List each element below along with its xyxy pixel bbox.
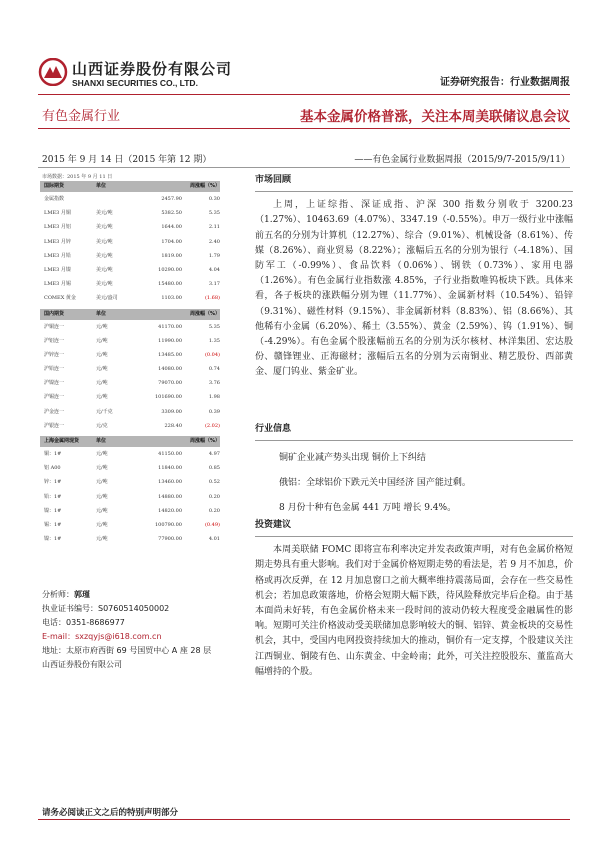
table-cell: 沪镍连一	[44, 380, 65, 387]
table-header-cell	[142, 436, 182, 447]
table-cell: 元/吨	[96, 479, 108, 486]
section-divider	[255, 440, 573, 441]
table-cell: 2457.90	[161, 196, 182, 202]
table-header-cell	[142, 181, 182, 192]
industry-info-title: 行业信息	[255, 424, 292, 434]
table-cell: 0.52	[208, 479, 220, 486]
table-cell: 元/吨	[96, 337, 108, 344]
table-cell: 美元/吨	[96, 224, 113, 231]
table-header-cell	[142, 309, 182, 320]
table-cell: 美元/吨	[96, 266, 113, 273]
table-cell: 14880.00	[158, 493, 182, 500]
table-cell: COMEX 黄金	[44, 295, 76, 302]
table-cell: 元/千克	[96, 408, 113, 415]
analyst-cert: 执业证书编号：S0760514050002	[42, 604, 170, 613]
table-cell: 1.35	[208, 337, 220, 344]
investment-paragraph: 本周美联储 FOMC 即将宣布利率决定并发表政策声明，对有色金属价格短期走势具有重大影响。我们对于金属价格短期走势的看法是，若 9 月不加息，价格或再次反弹，在 12 月加息窗口之前大概率维持震荡局面，会存在一些交易性机会；若加息政策落地，价格会短期大幅下跌，待风险释放完毕后企稳。由于基本面尚未好转，有色金属价格未来一段时间的波动仍较大程度受金融属性的影响。短期可关注价格波动受美联储加息影响较大的铜、铝锌、黄金板块的交易性机会，其中，受国内电网投资持续加大的推动，铜价有一定支撑，个股建议关注江西铜业、铜陵有色、山东黄金、中金岭南；此外，可关注控股股东、董监高大幅增持的个股。	[255, 545, 573, 677]
table-cell: 77900.00	[158, 536, 182, 543]
table-cell: 13460.00	[158, 479, 182, 486]
table-cell: 5382.50	[161, 210, 182, 217]
table-cell: 美元/吨	[96, 210, 113, 217]
table-cell: 镍：1#	[44, 507, 62, 514]
table-header-cell: 国际期货	[44, 183, 65, 189]
table-row	[40, 362, 220, 376]
table-row	[40, 277, 220, 291]
table-cell: 0.39	[208, 408, 220, 415]
table-row	[40, 235, 220, 249]
table-cell: 0.74	[208, 366, 220, 373]
table-cell: 美元/盎司	[96, 295, 118, 302]
table-header-cell: 上海金属网现货	[44, 438, 80, 444]
table-cell: 元/吨	[96, 351, 108, 358]
section-divider	[255, 536, 573, 537]
table-cell: 元/吨	[96, 323, 108, 330]
table-cell: 元/吨	[96, 521, 108, 528]
table-cell: 1704.00	[161, 238, 182, 245]
table-cell: 铅：1#	[44, 493, 62, 500]
table-section	[40, 309, 220, 434]
table-cell: 元/吨	[96, 380, 108, 387]
table-cell: 14080.00	[158, 366, 182, 373]
table-header-cell: 国内期货	[44, 310, 65, 317]
analyst-info	[42, 588, 242, 672]
table-header-cell: 周涨幅（%）	[189, 438, 220, 444]
analyst-company: 山西证券股份有限公司	[42, 660, 122, 669]
table-cell: 41170.00	[158, 323, 182, 330]
table-cell: 1103.00	[161, 295, 182, 302]
table-cell: 11840.00	[158, 465, 182, 472]
table-cell: 美元/吨	[96, 238, 113, 245]
table-cell: 1.98	[208, 394, 220, 401]
table-cell: 镍：1#	[44, 536, 62, 543]
table-cell: 4.01	[208, 536, 220, 543]
table-cell: 100790.00	[154, 521, 182, 528]
table-row	[40, 249, 220, 263]
industry-info-item: 8 月份十种有色金属 441 万吨 增长 9.4%。	[279, 503, 457, 514]
table-row	[40, 419, 220, 433]
table-cell: 美元/吨	[96, 281, 113, 288]
table-row	[40, 447, 220, 461]
industry-label: 有色金属行业	[42, 109, 121, 124]
table-cell: 0.85	[208, 465, 220, 472]
industry-info-item: 铜矿企业减产势头出现 铜价上下纠结	[279, 453, 426, 464]
table-cell: (0.04)	[204, 351, 220, 358]
table-cell: 铝 A00	[44, 465, 61, 472]
table-row	[40, 405, 220, 419]
table-cell: 元/吨	[96, 507, 108, 514]
table-section	[40, 181, 220, 306]
table-cell: LME3 月锌	[44, 238, 71, 245]
table-row	[40, 348, 220, 362]
table-cell: 沪锌连一	[44, 351, 65, 358]
table-cell: 沪金连一	[44, 408, 65, 415]
table-cell: 锌：1#	[44, 479, 62, 486]
report-date: 2015 年 9 月 14 日（2015 年第 12 期）	[42, 155, 212, 165]
table-cell: LME3 月铜	[44, 210, 71, 217]
table-cell: 沪锡连一	[44, 394, 65, 401]
table-row	[40, 192, 220, 206]
table-row	[40, 475, 220, 489]
table-cell: 沪铜连一	[44, 323, 65, 330]
table-cell: (0.49)	[204, 521, 220, 528]
analyst-name: 郭瑾	[74, 590, 90, 599]
market-data-date: 市场数据：2015 年 9 月 11 日	[42, 174, 113, 180]
analyst-address: 地址：太原市府西街 69 号国贸中心 A 座 28 层	[42, 646, 212, 655]
table-cell: 228.40	[164, 422, 182, 429]
table-header-cell: 单位	[96, 310, 107, 317]
table-row	[40, 390, 220, 404]
table-row	[40, 263, 220, 277]
table-cell: (2.02)	[204, 422, 220, 429]
industry-info-item: 俄铝：全球铝价下跌元关中国经济 国产能过剩。	[279, 478, 471, 489]
table-cell: 金属指数	[44, 196, 65, 202]
table-header-row	[40, 309, 220, 320]
table-row	[40, 376, 220, 390]
table-cell: 元/吨	[96, 493, 108, 500]
table-cell: 5.35	[208, 323, 220, 330]
table-cell: 3.17	[208, 281, 220, 288]
table-section	[40, 436, 220, 546]
report-type: 证券研究报告：行业数据周报	[440, 77, 570, 88]
industry-info-section	[255, 422, 573, 516]
table-cell: 元/吨	[96, 451, 108, 457]
table-row	[40, 490, 220, 504]
analyst-label: 分析师：	[42, 590, 74, 599]
table-cell: 2.11	[208, 224, 220, 231]
report-headline: 基本金属价格普涨，关注本周美联储议息会议	[300, 109, 570, 125]
market-data-table	[40, 181, 220, 546]
table-cell: 79070.00	[158, 380, 182, 387]
section-divider	[255, 191, 573, 192]
table-cell: 101690.00	[154, 394, 182, 401]
table-cell: 铜：1#	[44, 451, 62, 457]
table-cell: LME3 月镍	[44, 266, 71, 273]
table-header-cell: 周涨幅（%）	[189, 183, 220, 189]
table-cell: 元/吨	[96, 366, 108, 373]
market-review-title: 市场回顾	[255, 175, 292, 185]
table-row	[40, 461, 220, 475]
table-cell: LME3 月锡	[44, 281, 71, 288]
table-row	[40, 291, 220, 305]
table-cell: 1819.00	[161, 252, 182, 259]
table-row	[40, 518, 220, 532]
table-cell: LME3 月铅	[44, 252, 71, 259]
table-row	[40, 334, 220, 348]
table-cell: 0.30	[208, 196, 220, 202]
table-cell: 元/吨	[96, 536, 108, 543]
table-cell: 0.20	[208, 493, 220, 500]
table-cell: 10290.00	[158, 266, 182, 273]
table-row	[40, 532, 220, 546]
brand-name-en: SHANXI SECURITIES CO., LTD.	[72, 78, 198, 88]
table-cell: 4.97	[208, 451, 220, 457]
table-row	[40, 206, 220, 220]
table-row	[40, 220, 220, 234]
investment-title: 投资建议	[255, 520, 292, 530]
report-subtitle: ——有色金属行业数据周报（2015/9/7-2015/9/11）	[354, 155, 570, 165]
table-cell: 美元/吨	[96, 252, 113, 259]
table-cell: (1.68)	[204, 295, 220, 302]
brand-name-cn: 山西证券股份有限公司	[72, 60, 233, 78]
table-cell: 5.35	[208, 210, 220, 217]
table-header-row	[40, 436, 220, 447]
table-header-cell: 单位	[96, 183, 107, 189]
table-cell	[96, 192, 142, 206]
table-row	[40, 320, 220, 334]
table-cell: 沪铝连一	[44, 337, 65, 344]
table-cell: 锡：1#	[44, 521, 62, 528]
table-cell: 41150.00	[158, 451, 182, 457]
table-cell: 15480.00	[158, 281, 182, 288]
table-header-cell: 周涨幅（%）	[189, 310, 220, 317]
footer-disclaimer: 请务必阅读正文之后的特别声明部分	[42, 808, 179, 818]
table-cell: 元/吨	[96, 394, 108, 401]
table-cell: 13485.00	[158, 351, 182, 358]
analyst-email-link[interactable]: E-mail：sxzqyjs@i618.com.cn	[42, 632, 162, 641]
subtitle-divider	[38, 167, 570, 168]
table-cell: 1644.00	[161, 224, 182, 231]
table-cell: 2.40	[208, 238, 220, 245]
table-cell: 元/克	[96, 422, 108, 429]
footer-divider	[38, 819, 570, 820]
table-cell: 沪铅连一	[44, 366, 65, 373]
table-cell: 4.04	[208, 266, 220, 273]
table-cell: 元/吨	[96, 465, 108, 472]
table-row	[40, 504, 220, 518]
market-review-section	[255, 173, 573, 381]
table-header-row	[40, 181, 220, 192]
analyst-phone: 电话：0351-8686977	[42, 618, 125, 627]
header-divider	[38, 94, 570, 95]
table-cell: 3309.00	[161, 408, 182, 415]
table-header-cell: 单位	[96, 438, 107, 444]
table-cell: 11990.00	[158, 337, 182, 344]
headline-divider	[38, 128, 570, 129]
table-cell: 14820.00	[158, 507, 182, 514]
table-cell: 3.76	[208, 380, 220, 387]
table-cell: 0.20	[208, 507, 220, 514]
company-logo-icon	[38, 58, 68, 86]
table-cell: LME3 月铝	[44, 224, 71, 231]
market-review-paragraph: 上周，上证综指、深证成指、沪深 300 指数分别收于 3200.23（1.27%）、10463.69（4.07%）、3347.19（-0.55%）。申万一级行业中涨幅前五名的分别为计算机（12.27%）、综合（9.01%）、机械设备（8.61%）、传媒（8.26%）、商业贸易（8.22%）；涨幅后五名的分别为银行（-4.18%）、国防军工（-0.99%）、食品饮料（0.06%）、钢铁（0.73%）、家用电器（1.26%）。有色金属行业指数涨 4.85%，子行业指数唯钨板块下跌。具体来看，各子板块的涨跌幅分别为锂（11.77%）、金属新材料（10.54%）、铅锌（9.31%）、磁性材料（9.15%）、非金属新材料（8.83%）、铝（8.66%）、其他稀有小金属（6.20%）、稀土（3.55%）、黄金（2.59%）、钨（1.91%）、铜（-4.29%）。有色金属个股涨幅前五名的分别为沃尔核材、林洋集团、宏达股份、赣锋锂业、正海磁材；涨幅后五名的分别为云南铜业、精艺股份、西部黄金、厦门钨业、紫金矿业。	[255, 200, 573, 378]
table-cell: 沪银连一	[44, 422, 65, 429]
table-cell: 1.79	[208, 252, 220, 259]
investment-section	[255, 518, 573, 680]
